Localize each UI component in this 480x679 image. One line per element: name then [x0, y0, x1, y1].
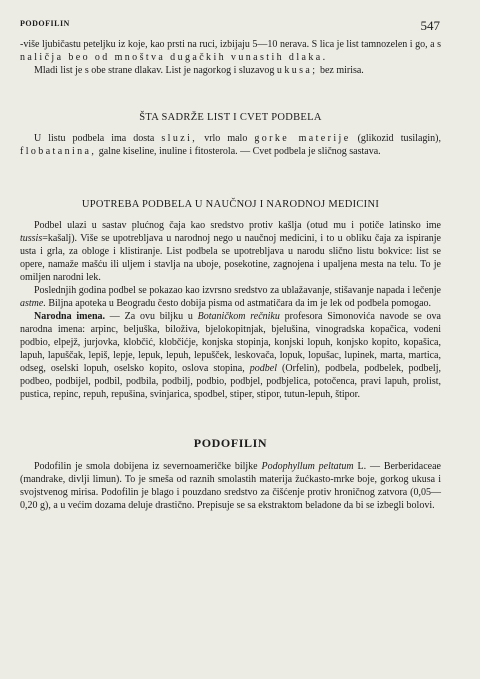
- folk-names-paragraph: [20, 310, 441, 401]
- italic-term: astme.: [20, 298, 46, 309]
- text-run: U listu podbela ima dosta: [34, 133, 162, 144]
- text-run: Podofilin je smola dobijena iz severnoameričke biljke: [34, 461, 262, 472]
- spaced-emphasis: ukusa;: [276, 65, 318, 76]
- text-run: galne kiseline, inuline i fitosterola. — Cvet podbela je sličnog sastava.: [96, 146, 381, 157]
- text-run: vrlo malo: [197, 133, 255, 144]
- spaced-emphasis: naličja beo od mnoštva dugačkih vunastih dlaka.: [20, 52, 328, 63]
- italic-term: podbel: [249, 363, 277, 374]
- page-header: [20, 14, 440, 36]
- section-heading-podofilin: PODOFILIN: [193, 436, 268, 450]
- text-run: (glikozid tusilagin),: [350, 133, 441, 144]
- italic-term: Botaničkom rečniku: [197, 311, 280, 322]
- page-number: 547: [420, 18, 440, 33]
- running-head: PODOFILIN: [20, 19, 70, 28]
- text-run: bez mirisa.: [317, 65, 364, 76]
- text-run: (Orfelin), podbela, podbelek, podbelj, podbeo, podbijel, podbil, podbila, podbilj, podbio, podbjel, podbjelica, potočenca, pravi lapuh, prolist, pustica, repinc, repuh, repušina, svinjarica, spodbel, stiper, stipor, tutun-lepuh, štipor.: [20, 363, 441, 400]
- text-run: — Za ovu biljku u: [105, 311, 198, 322]
- usage-paragraph-1: [20, 219, 441, 284]
- text-run: Podbel ulazi u sastav plućnog čaja kao sredstvo protiv kašlja (otud mu i potiče latinsko ime: [34, 220, 441, 231]
- intro-paragraph-1: [20, 38, 441, 64]
- latin-term: Podophyllum peltatum: [261, 461, 354, 472]
- section-heading-composition: ŠTA SADRŽE LIST I CVET PODBELA: [139, 112, 322, 123]
- text-run: Poslednjih godina podbel se pokazao kao izvrsno sredstvo za ublažavanje, stišavanje napada i lečenje: [34, 285, 441, 296]
- text-run: Mladi list je s obe strane dlakav. List je nagorkog i sluzavog: [34, 65, 277, 76]
- usage-paragraph-2: [20, 284, 441, 310]
- latin-term: tussis: [20, 233, 43, 244]
- page-body: [20, 38, 441, 512]
- text-run: L. — Berberidaceae (mandrake, divlji limun). To je smeša od raznih smolastih materija žućkasto-mrke boje, gorkog ukusa i svojstvenog mirisa. Podofilin je blago i pouzdano sredstvo za čišćenje protiv hroničnog zatvora (0,05—0,20 g), a u većim dozama deluje drastično. Prepisuje se sa ekstraktom beladone da bi se izbegli bolovi.: [20, 461, 441, 511]
- podofilin-paragraph: [20, 460, 441, 512]
- text-run: Biljna apoteka u Beogradu često dobija pisma od astmatičara da im je lek od podbela pomogao.: [45, 298, 432, 309]
- text-run: profesora Simonovića navode se ova narodna imena: arpinc, beljuška, biloživa, bjelokopitnjak, bjelušina, vinogradska kopačica, vodeni podbio, elpejž, jurjovka, klobčić, klobčićje, konjska stopinja, konjski lopuh, konjsko kopito, kopašica, lapuh, lapuščak, lepiš, lepje, lepuk, lepuh, lepušček, leskovača, lopuk, lopušac, lupinek, marta, martica, odseg, oselski lopuh, oselsko kopito, oslova stopina,: [20, 311, 441, 374]
- intro-paragraph-2: [20, 64, 441, 77]
- section-heading-usage: UPOTREBA PODBELA U NAUČNOJ I NARODNOJ MEDICINI: [81, 199, 380, 210]
- spaced-emphasis: sluzi,: [161, 133, 198, 144]
- text-run: -više ljubičastu peteljku iz koje, kao prsti na ruci, izbijaju 5—10 nerava. S lica je list tamnozelen i go, a s: [20, 39, 441, 50]
- folk-names-label: Narodna imena.: [34, 311, 106, 322]
- text-run: =kašalj). Više se upotrebljava u narodnoj nego u naučnoj medicini, i to u obliku čaja za ispiranje usta i grla, za obloge i klistiranje. List podbela se upotrebljava u narodu slično listu bokvice: list se opere, namaže mašću ili uljem i stavlja na uboje, posekotine, zagnojena i upaljena mesta na telu. To je omiljen narodni lek.: [20, 233, 441, 283]
- spaced-emphasis: gorke materije: [254, 133, 351, 144]
- composition-paragraph: [20, 132, 441, 158]
- spaced-emphasis: flobatanina,: [20, 146, 97, 157]
